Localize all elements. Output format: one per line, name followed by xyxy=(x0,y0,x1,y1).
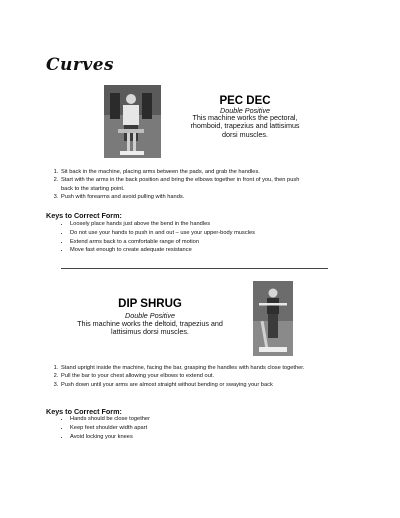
list-item: • Do not use your hands to push in and out – use your upper-body muscles xyxy=(70,229,370,238)
list-item xyxy=(60,193,390,201)
pec-dec-title: PEC DEC xyxy=(219,95,271,107)
list-item: • Hands should be close together xyxy=(70,415,370,424)
dip-shrug-keys-list xyxy=(46,415,370,441)
step-text: Stand upright inside the machine, facing the bar, grasping the handles with hands close together. xyxy=(61,365,305,371)
step-text: Start with the arms in the back position and bring the elbows together in front of you, then push xyxy=(61,177,300,184)
section-divider xyxy=(61,268,328,269)
list-item xyxy=(60,364,400,372)
dip-shrug-keys-heading: Keys to Correct Form: xyxy=(46,407,122,416)
dip-shrug-description xyxy=(60,320,240,337)
dip-shrug-steps xyxy=(46,364,400,389)
list-item: • Keep feet shoulder width apart xyxy=(70,424,370,433)
list-item xyxy=(60,176,390,193)
dip-shrug-subtitle: Double Positive xyxy=(125,311,175,320)
dip-shrug-desc-line: This machine works the deltoid, trapezius and xyxy=(77,319,223,328)
pec-dec-subtitle: Double Positive xyxy=(220,106,270,115)
step-text: Pull the bar to your chest allowing your elbows to extend out. xyxy=(61,373,215,380)
dip-shrug-title: DIP SHRUG xyxy=(118,298,182,310)
step-text: Sit back in the machine, placing arms between the pads, and grab the handles. xyxy=(61,169,260,175)
list-item: • Move fast enough to create adequate resistance xyxy=(70,246,370,255)
step-text: Push down until your arms are almost straight without bending or swaying your back xyxy=(61,381,273,388)
dip-shrug-photo-icon xyxy=(253,281,293,356)
curves-logo: Curves xyxy=(46,55,115,75)
list-item: • Extend arms back to a comfortable range of motion xyxy=(70,238,370,247)
list-item xyxy=(60,372,400,380)
list-item: • Avoid locking your knees xyxy=(70,433,370,442)
pec-dec-description xyxy=(170,114,320,139)
step-text-cont: back to the starting point. xyxy=(61,185,125,192)
list-item xyxy=(60,168,390,176)
pec-dec-keys-list xyxy=(46,220,370,255)
pec-dec-desc-line: dorsi muscles. xyxy=(222,129,268,139)
list-item xyxy=(60,381,400,389)
pec-dec-desc-line: This machine works the pectoral, xyxy=(192,113,298,122)
list-item: • Loosely place hands just above the bend in the handles xyxy=(70,220,370,229)
step-text: Push with forearms and avoid pulling with hands. xyxy=(61,193,185,200)
pec-dec-steps xyxy=(46,168,390,201)
pec-dec-photo-icon xyxy=(104,85,161,158)
dip-shrug-desc-line: lattisimus dorsi muscles. xyxy=(111,327,189,337)
pec-dec-desc-line: rhomboid, trapezius and lattisimus xyxy=(190,121,300,131)
pec-dec-keys-heading: Keys to Correct Form: xyxy=(46,211,122,220)
